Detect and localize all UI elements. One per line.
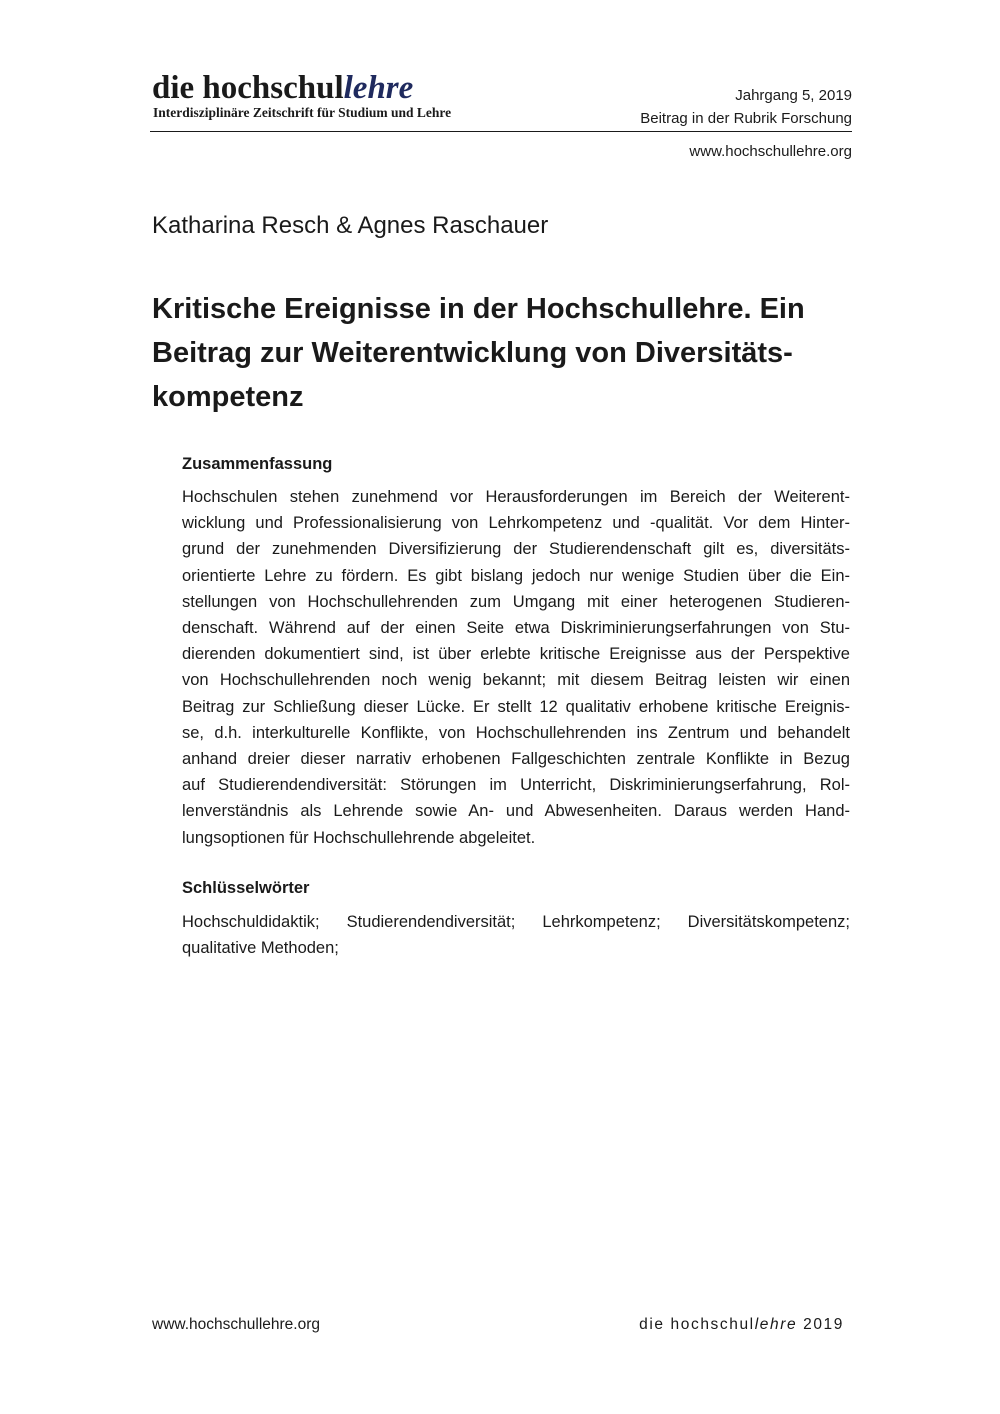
title-line: kompetenz: [152, 381, 304, 413]
abstract-text: [182, 484, 850, 851]
abstract-line: auf Studierendendiversität: Störungen im Unterricht, Diskriminierungserfahrung, Rol-: [182, 776, 850, 795]
rubric-info: Beitrag in der Rubrik Forschung: [640, 110, 852, 127]
title-line: Kritische Ereignisse in der Hochschullehre. Ein: [152, 293, 805, 325]
abstract-line: orientierte Lehre zu fördern. Es gibt bislang jedoch nur wenige Studien über die Ein-: [182, 566, 850, 585]
abstract-line: wicklung und Professionalisierung von Lehrkompetenz und -qualität. Vor dem Hinter-: [182, 514, 850, 533]
keywords-text: [182, 909, 850, 961]
journal-logo-accent: lehre: [343, 70, 414, 106]
abstract-line: anhand dreier dieser narrativ erhobenen Fallgeschichten zentrale Konflikte in Bezug: [182, 750, 850, 769]
footer-journal-year: 2019: [797, 1316, 844, 1333]
abstract-line: von Hochschullehrenden noch wenig bekannt; mit diesem Beitrag leisten wir einen: [182, 671, 850, 690]
abstract-line: se, d.h. interkulturelle Konflikte, von Hochschullehrenden ins Zentrum und behandelt: [182, 723, 850, 742]
abstract-line: denschaft. Während auf der einen Seite etwa Diskriminierungserfahrungen von Stu-: [182, 619, 850, 638]
footer-journal-name: [639, 1315, 844, 1335]
abstract-line: dierenden dokumentiert sind, ist über erlebte kritische Ereignisse aus der Perspektive: [182, 645, 850, 664]
paper-title: [152, 287, 852, 419]
author-names: Katharina Resch & Agnes Raschauer: [152, 212, 549, 239]
title-line: Beitrag zur Weiterentwicklung von Diversitäts-: [152, 337, 793, 369]
footer-website-link[interactable]: www.hochschullehre.org: [152, 1316, 321, 1333]
keywords-line: qualitative Methoden;: [182, 939, 339, 958]
abstract-line: lungsoptionen für Hochschullehrende abgeleitet.: [182, 828, 536, 847]
journal-logo-main: die hochschul: [152, 70, 344, 106]
keywords-heading: Schlüsselwörter: [182, 879, 310, 897]
journal-subtitle: Interdisziplinäre Zeitschrift für Studium und Lehre: [153, 105, 452, 120]
abstract-line: Beitrag zur Schließung dieser Lücke. Er stellt 12 qualitativ erhobene kritische Ereignis-: [182, 697, 850, 716]
header-meta: [640, 84, 852, 130]
volume-info: Jahrgang 5, 2019: [735, 87, 852, 104]
footer-journal-prefix: die hochschul: [639, 1316, 755, 1333]
abstract-line: Hochschulen stehen zunehmend vor Herausforderungen im Bereich der Weiterent-: [182, 488, 850, 506]
abstract-heading: Zusammenfassung: [182, 455, 333, 473]
header-website-link[interactable]: www.hochschullehre.org: [689, 143, 852, 160]
abstract-line: grund der zunehmenden Diversifizierung der Studierendenschaft gilt es, diversitäts-: [182, 540, 850, 559]
keywords-line: Hochschuldidaktik; Studierendendiversität; Lehrkompetenz; Diversitätskompetenz;: [182, 913, 850, 931]
header-divider: [150, 131, 852, 132]
footer-journal-accent: lehre: [754, 1316, 798, 1333]
journal-logo: [152, 70, 413, 106]
abstract-line: stellungen von Hochschullehrenden zum Umgang mit einer heterogenen Studieren-: [182, 592, 850, 611]
abstract-line: lenverständnis als Lehrende sowie An- und Abwesenheiten. Daraus werden Hand-: [182, 802, 850, 821]
